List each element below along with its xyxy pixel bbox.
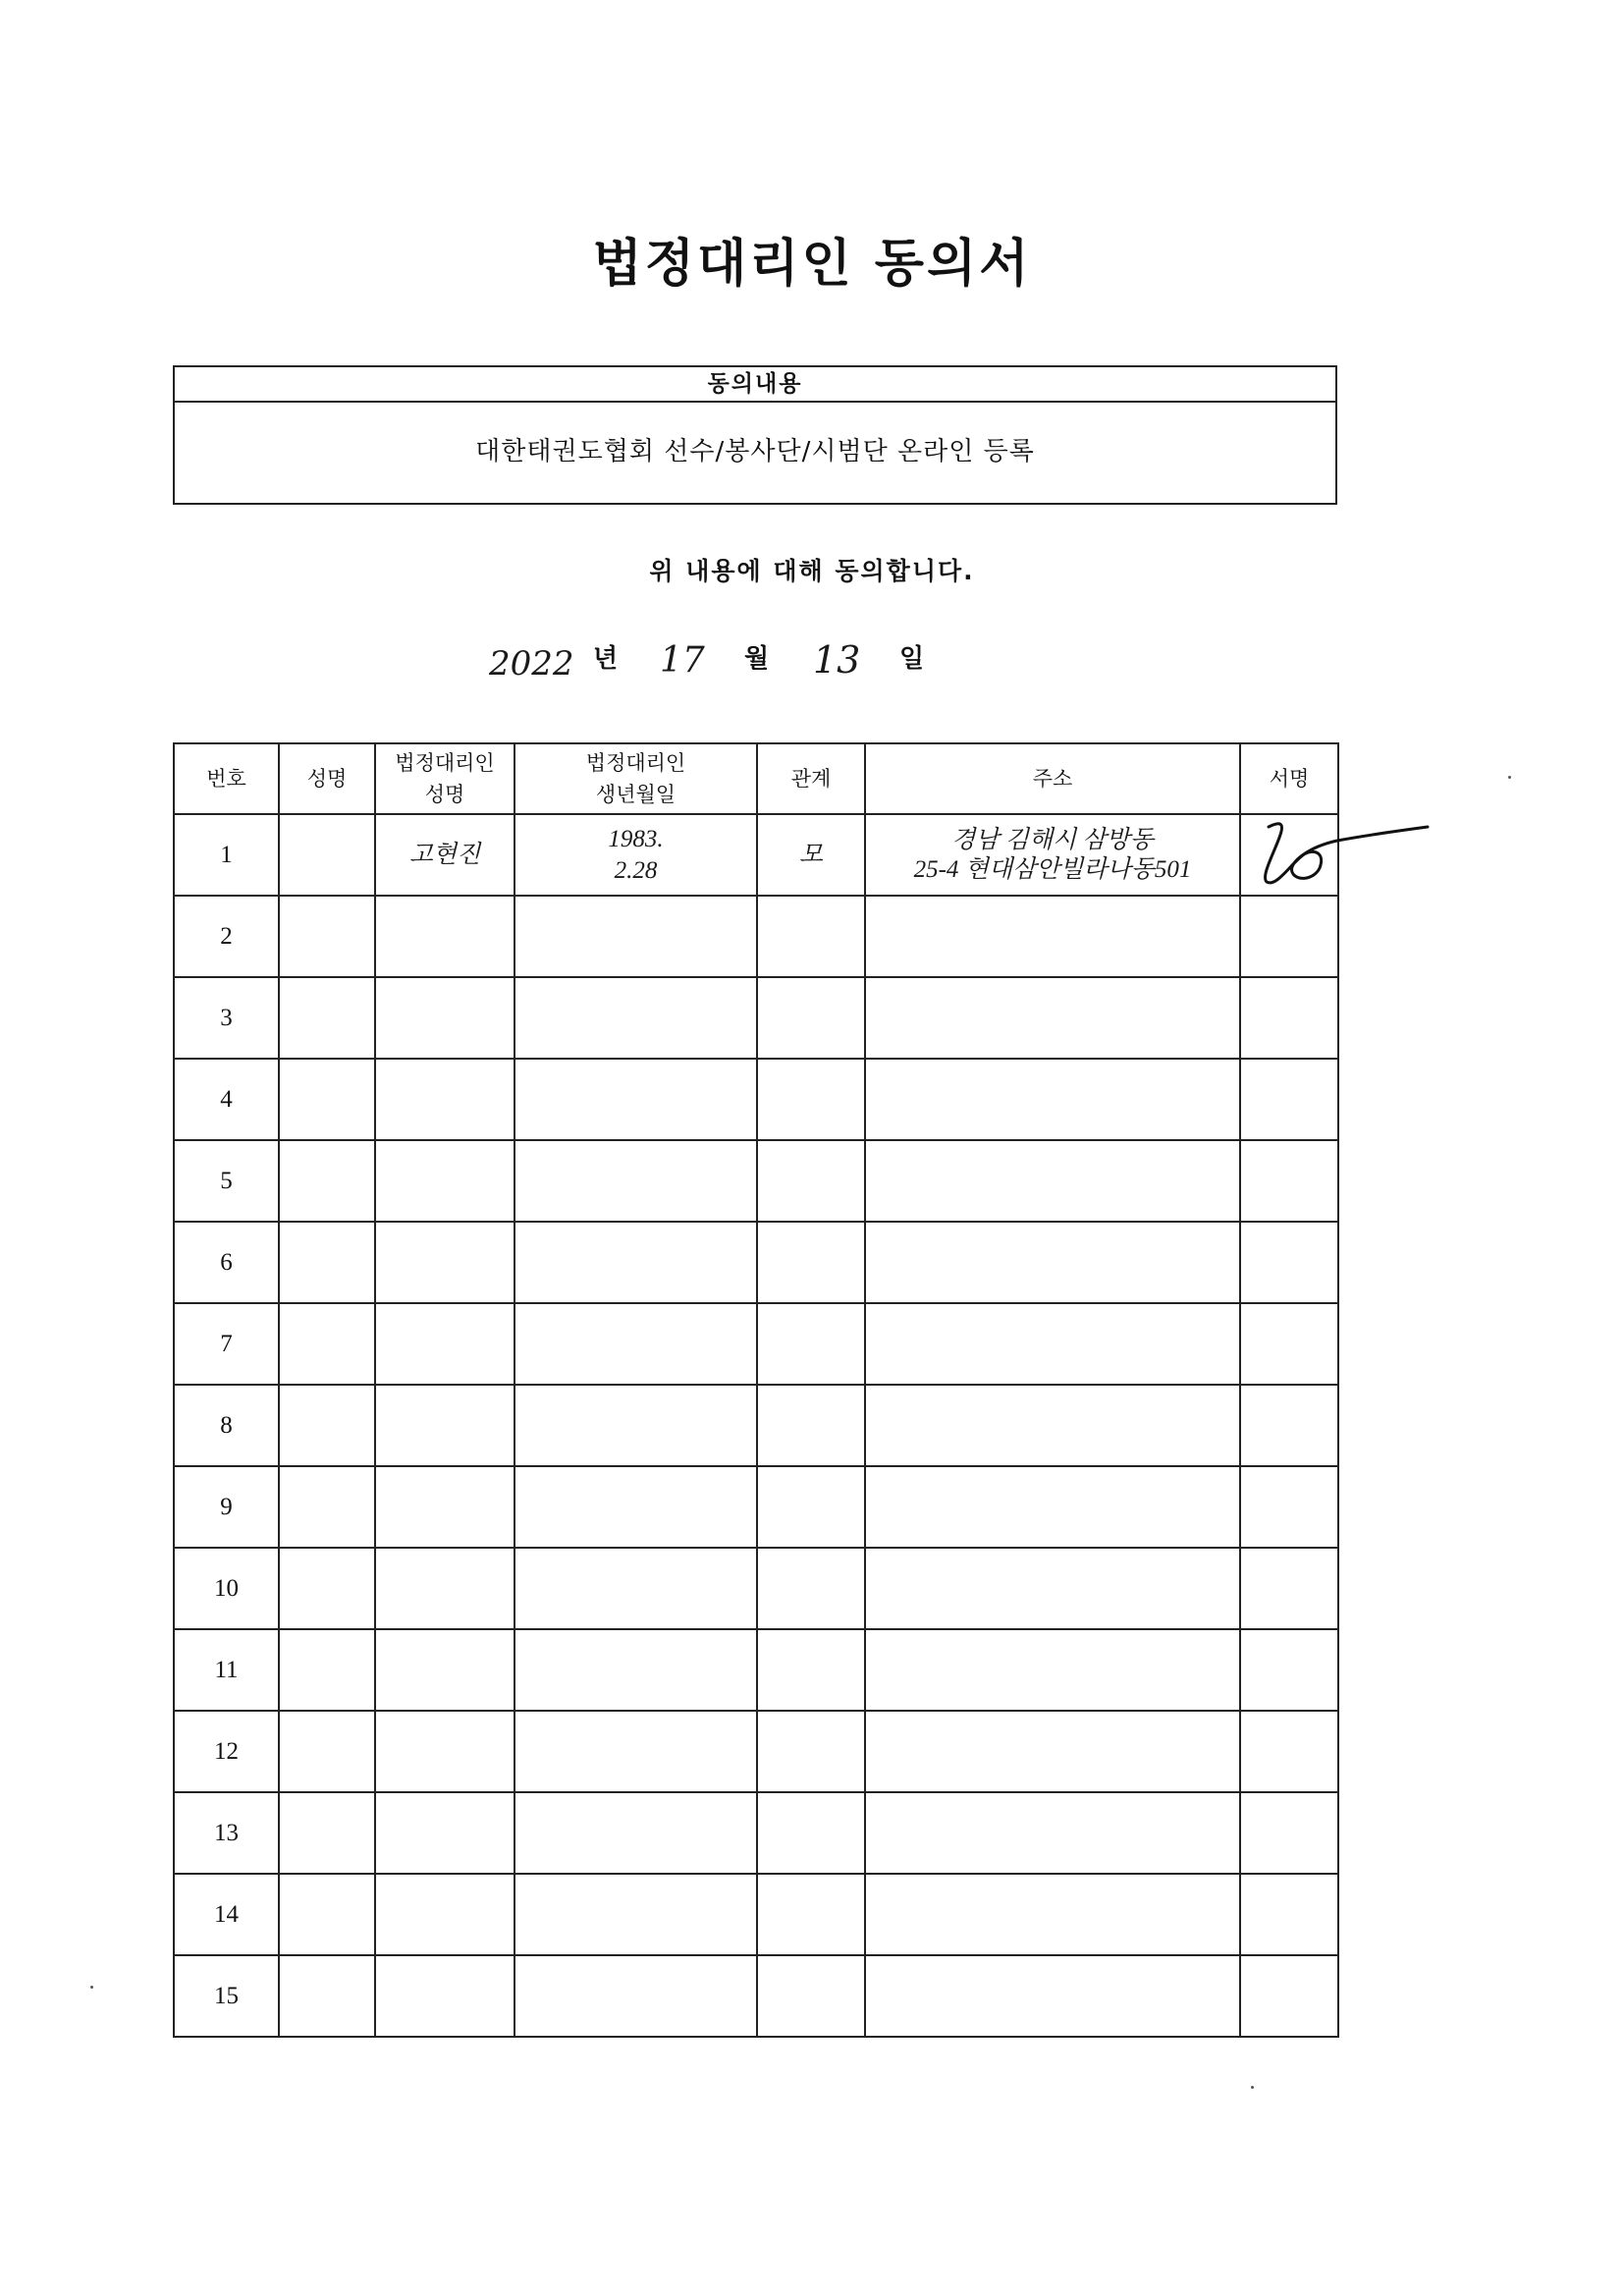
row-no: 1 — [174, 814, 279, 896]
header-guardian-name-line1: 법정대리인 — [395, 751, 495, 775]
date-month-label: 월 — [744, 644, 770, 674]
row-guardian-birth — [514, 1222, 757, 1303]
row-name — [279, 1059, 375, 1140]
row-guardian-birth — [514, 814, 757, 896]
header-guardian-birth — [514, 743, 757, 814]
row-signature — [1240, 1874, 1338, 1955]
row-signature — [1240, 1711, 1338, 1792]
row-address — [865, 1303, 1240, 1385]
row-guardian-birth — [514, 1792, 757, 1874]
row-signature — [1240, 1222, 1338, 1303]
table-row — [174, 977, 1338, 1059]
row-name — [279, 1792, 375, 1874]
row-address — [865, 1059, 1240, 1140]
table-row — [174, 814, 1338, 896]
row-no: 2 — [174, 896, 279, 977]
scan-speck — [1508, 776, 1511, 779]
row-signature — [1240, 1140, 1338, 1222]
row-address — [865, 1222, 1240, 1303]
table-body — [174, 814, 1338, 2037]
agreement-statement: 위 내용에 대해 동의합니다. — [649, 557, 975, 585]
row-guardian-birth — [514, 1140, 757, 1222]
row-relation — [757, 1629, 865, 1711]
row-address — [865, 977, 1240, 1059]
header-guardian-birth-line2: 생년월일 — [595, 783, 677, 806]
table-row — [174, 1303, 1338, 1385]
header-relation: 관계 — [757, 743, 865, 814]
row-no: 15 — [174, 1955, 279, 2037]
row-relation — [757, 1548, 865, 1629]
row-guardian-name: 고현진 — [375, 814, 514, 896]
row-guardian-name — [375, 1385, 514, 1466]
row-guardian-birth — [514, 1466, 757, 1548]
row-relation — [757, 1874, 865, 1955]
table-header-row — [174, 743, 1338, 814]
row-guardian-name — [375, 1466, 514, 1548]
row-relation — [757, 1222, 865, 1303]
row-signature — [1240, 1629, 1338, 1711]
row-guardian-name — [375, 896, 514, 977]
row-address — [865, 1711, 1240, 1792]
document-title: 법정대리인 동의서 — [592, 235, 1032, 294]
row-relation — [757, 896, 865, 977]
header-address: 주소 — [865, 743, 1240, 814]
row-signature — [1240, 814, 1338, 896]
row-name — [279, 1955, 375, 2037]
header-name: 성명 — [279, 743, 375, 814]
row-name — [279, 1711, 375, 1792]
row-birth-line2: 2.28 — [614, 856, 658, 884]
row-guardian-name — [375, 1059, 514, 1140]
row-no: 5 — [174, 1140, 279, 1222]
table-row — [174, 1792, 1338, 1874]
row-no: 13 — [174, 1792, 279, 1874]
row-address — [865, 1874, 1240, 1955]
table-row — [174, 1466, 1338, 1548]
guardian-table — [173, 742, 1339, 2038]
header-guardian-name — [375, 743, 514, 814]
header-no: 번호 — [174, 743, 279, 814]
row-signature — [1240, 1792, 1338, 1874]
row-no: 7 — [174, 1303, 279, 1385]
row-name — [279, 1140, 375, 1222]
row-no: 14 — [174, 1874, 279, 1955]
row-address — [865, 1385, 1240, 1466]
row-address — [865, 1792, 1240, 1874]
row-guardian-name — [375, 977, 514, 1059]
row-guardian-birth — [514, 1548, 757, 1629]
row-address — [865, 814, 1240, 896]
scan-speck — [90, 1986, 93, 1989]
row-address — [865, 1955, 1240, 2037]
row-signature — [1240, 1385, 1338, 1466]
row-name — [279, 977, 375, 1059]
row-signature — [1240, 977, 1338, 1059]
row-address — [865, 896, 1240, 977]
row-address-line2: 25-4 현대삼안빌라나동501 — [913, 855, 1192, 883]
consent-heading: 동의내용 — [175, 367, 1335, 403]
table-row — [174, 1222, 1338, 1303]
table-row — [174, 1059, 1338, 1140]
row-relation — [757, 1385, 865, 1466]
table-row — [174, 896, 1338, 977]
row-guardian-name — [375, 1303, 514, 1385]
row-guardian-birth — [514, 1874, 757, 1955]
row-relation: 모 — [757, 814, 865, 896]
date-day: 13 — [813, 638, 861, 682]
row-no: 10 — [174, 1548, 279, 1629]
header-guardian-name-line2: 성명 — [424, 783, 465, 806]
row-signature — [1240, 1303, 1338, 1385]
row-relation — [757, 1059, 865, 1140]
row-address — [865, 1466, 1240, 1548]
row-guardian-name — [375, 1629, 514, 1711]
row-guardian-birth — [514, 977, 757, 1059]
table-row — [174, 1548, 1338, 1629]
row-signature — [1240, 1059, 1338, 1140]
scan-speck — [1251, 2086, 1254, 2089]
row-relation — [757, 1140, 865, 1222]
row-guardian-birth — [514, 1629, 757, 1711]
table-row — [174, 1385, 1338, 1466]
row-name — [279, 896, 375, 977]
row-name — [279, 1303, 375, 1385]
row-relation — [757, 1466, 865, 1548]
row-name — [279, 1466, 375, 1548]
row-relation — [757, 1955, 865, 2037]
row-relation — [757, 977, 865, 1059]
row-relation — [757, 1711, 865, 1792]
table-row — [174, 1711, 1338, 1792]
row-name — [279, 1548, 375, 1629]
row-address — [865, 1140, 1240, 1222]
row-no: 8 — [174, 1385, 279, 1466]
table-row — [174, 1140, 1338, 1222]
table-row — [174, 1874, 1338, 1955]
row-address — [865, 1548, 1240, 1629]
row-guardian-name — [375, 1874, 514, 1955]
row-name — [279, 814, 375, 896]
date-year: 2022 — [489, 644, 574, 683]
row-signature — [1240, 1466, 1338, 1548]
row-signature — [1240, 1548, 1338, 1629]
row-guardian-name — [375, 1548, 514, 1629]
row-no: 6 — [174, 1222, 279, 1303]
row-no: 11 — [174, 1629, 279, 1711]
row-guardian-name — [375, 1222, 514, 1303]
date-year-label: 년 — [593, 644, 619, 674]
consent-content-box — [173, 365, 1337, 505]
row-name — [279, 1629, 375, 1711]
row-name — [279, 1385, 375, 1466]
row-guardian-birth — [514, 1303, 757, 1385]
row-signature — [1240, 896, 1338, 977]
row-birth-line1: 1983. — [608, 825, 664, 852]
handwritten-signature-icon — [1251, 807, 1437, 896]
row-guardian-name — [375, 1955, 514, 2037]
signature-mark — [1241, 815, 1337, 895]
row-name — [279, 1874, 375, 1955]
row-address — [865, 1629, 1240, 1711]
row-guardian-birth — [514, 1059, 757, 1140]
row-name — [279, 1222, 375, 1303]
row-no: 4 — [174, 1059, 279, 1140]
row-guardian-birth — [514, 1955, 757, 2037]
row-guardian-name — [375, 1140, 514, 1222]
consent-text: 대한태권도협회 선수/봉사단/시범단 온라인 등록 — [475, 437, 1035, 466]
row-relation — [757, 1792, 865, 1874]
row-signature — [1240, 1955, 1338, 2037]
row-guardian-birth — [514, 1385, 757, 1466]
header-signature: 서명 — [1240, 743, 1338, 814]
header-guardian-birth-line1: 법정대리인 — [585, 751, 686, 775]
row-no: 12 — [174, 1711, 279, 1792]
row-no: 3 — [174, 977, 279, 1059]
row-guardian-birth — [514, 896, 757, 977]
table-row — [174, 1955, 1338, 2037]
row-guardian-name — [375, 1792, 514, 1874]
row-address-line1: 경남 김해시 삼방동 — [951, 826, 1154, 853]
date-month: 17 — [660, 640, 705, 681]
date-day-label: 일 — [899, 644, 925, 674]
row-no: 9 — [174, 1466, 279, 1548]
row-relation — [757, 1303, 865, 1385]
row-guardian-name — [375, 1711, 514, 1792]
table-row — [174, 1629, 1338, 1711]
row-guardian-birth — [514, 1711, 757, 1792]
